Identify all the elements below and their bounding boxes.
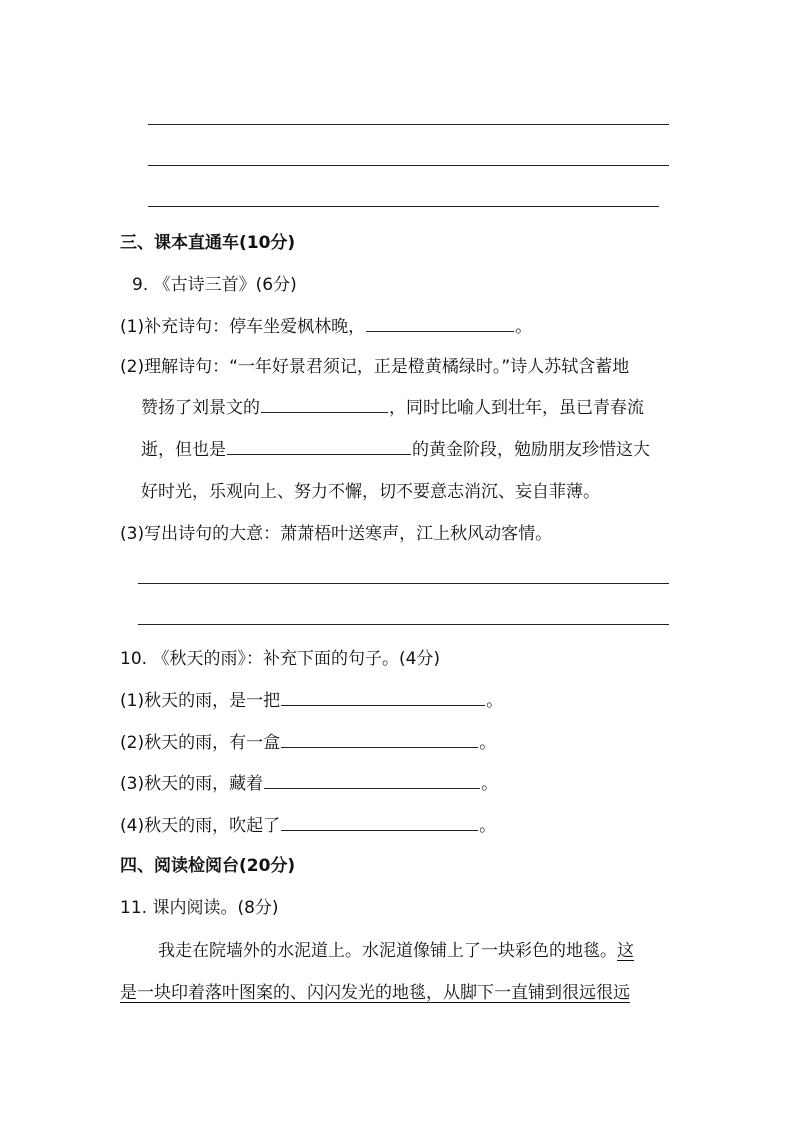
- question-title: 10. 《秋天的雨》：补充下面的句子。(4分): [120, 649, 441, 669]
- item-text: (4)秋天的雨，吹起了: [120, 816, 281, 836]
- fill-blank[interactable]: [281, 746, 478, 748]
- reading-passage-underlined-line: 是一块印着落叶图案的、闪闪发光的地毯，从脚下一直铺到很远很远: [120, 983, 630, 1003]
- answer-line[interactable]: [148, 206, 659, 207]
- question-item: (2)理解诗句：“一年好景君须记，正是橙黄橘绿时。”诗人苏轼含蓄地: [120, 357, 630, 377]
- reading-passage-line: [158, 940, 634, 962]
- question-item-cont: 好时光，乐观向上、努力不懈，切不要意志消沉、妄自菲薄。: [141, 482, 600, 502]
- fill-blank[interactable]: [366, 330, 514, 332]
- item-text: 赞扬了刘景文的: [141, 398, 260, 418]
- item-text: (3)秋天的雨，藏着: [120, 774, 264, 794]
- question-item: [120, 732, 496, 754]
- question-item: [120, 316, 532, 338]
- item-text: 。: [481, 774, 499, 794]
- item-text: 。: [486, 691, 504, 711]
- answer-line[interactable]: [148, 124, 669, 125]
- fill-blank[interactable]: [264, 787, 480, 789]
- item-text: (1)秋天的雨，是一把: [120, 691, 281, 711]
- fill-blank[interactable]: [281, 829, 478, 831]
- fill-blank[interactable]: [227, 453, 411, 455]
- question-item: (3)写出诗句的大意：萧萧梧叶送寒声，江上秋风动客情。: [120, 524, 553, 544]
- item-text: 的黄金阶段，勉励朋友珍惜这大: [412, 440, 650, 460]
- question-item-cont: [141, 397, 644, 419]
- item-text: (1)补充诗句：停车坐爱枫林晚，: [120, 317, 366, 337]
- question-title: 11. 课内阅读。(8分): [120, 898, 279, 918]
- passage-underlined-text: 这: [617, 941, 634, 961]
- question-item: [120, 815, 496, 837]
- question-item: [120, 773, 498, 795]
- answer-line[interactable]: [148, 165, 669, 166]
- item-text: 。: [479, 733, 497, 753]
- item-text: ，同时比喻人到壮年，虽已青春流: [389, 398, 644, 418]
- section-heading: 三、课本直通车(10分): [120, 233, 296, 253]
- section-heading: 四、阅读检阅台(20分): [120, 856, 296, 876]
- item-text: (2)秋天的雨，有一盒: [120, 733, 281, 753]
- item-text: 。: [479, 816, 497, 836]
- passage-text: 我走在院墙外的水泥道上。水泥道像铺上了一块彩色的地毯。: [158, 941, 617, 961]
- answer-line[interactable]: [138, 624, 669, 625]
- question-title: 9. 《古诗三首》(6分): [132, 275, 297, 295]
- answer-line[interactable]: [138, 583, 669, 584]
- question-item-cont: [141, 439, 650, 461]
- fill-blank[interactable]: [281, 704, 485, 706]
- item-text: 逝，但也是: [141, 440, 226, 460]
- question-item: [120, 690, 503, 712]
- item-text: 。: [515, 317, 533, 337]
- fill-blank[interactable]: [261, 411, 388, 413]
